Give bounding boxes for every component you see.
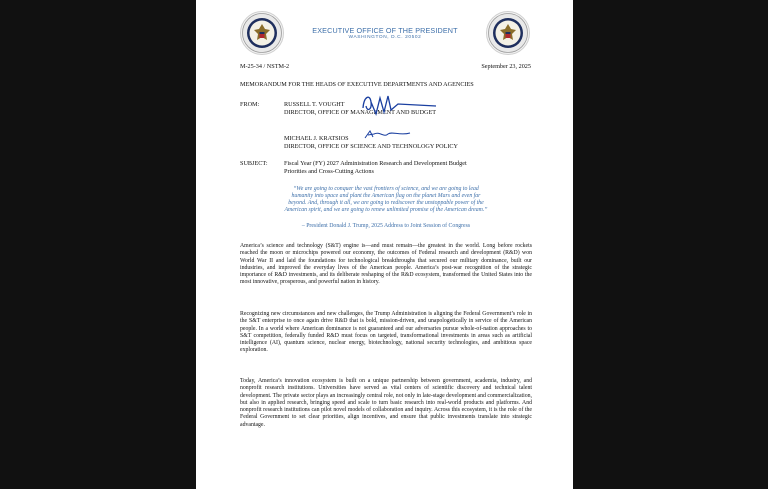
from-label: FROM: <box>240 101 260 108</box>
signature-kratsios <box>362 128 414 142</box>
memo-date: September 23, 2025 <box>481 63 531 70</box>
presidential-seal-icon <box>486 11 530 55</box>
quote-attribution: – President Donald J. Trump, 2025 Address to Joint Session of Congress <box>301 223 471 229</box>
subject-line: Priorities and Cross-Cutting Actions <box>284 168 374 175</box>
memo-number: M-25-34 / NSTM-2 <box>240 63 290 70</box>
sender-name: RUSSELL T. VOUGHT <box>284 101 345 108</box>
memo-page <box>196 0 573 489</box>
subject-label: SUBJECT: <box>240 160 268 167</box>
letterhead-title: EXECUTIVE OFFICE OF THE PRESIDENT <box>312 26 458 35</box>
body-paragraph: Today, America’s innovation ecosystem is built on a unique partnership between government, academia, industry, and nonprofit research institutions. Universities have served as vital centers of scientific discovery and technical talent development. The private sector plays an increasingly central role, not only in late-stage development and commercialization, but also in applied research, bringing speed and scale to turn basic research into real-world products and platforms. And nonprofit research institutions can pilot novel models of collaboration and inquiry. Across this ecosystem, it is the role of the Federal Government to set clear priorities, align incentives, and ensure that public investments translate into strategic advantage. <box>240 378 532 428</box>
quote-line: American spirit, and we are going to renew unlimited promise of the American dream.” <box>284 206 488 213</box>
presidential-seal-icon <box>240 11 284 55</box>
letterhead-address: WASHINGTON, D.C. 20502 <box>348 35 422 40</box>
body-paragraph: America’s science and technology (S&T) engine is—and must remain—the greatest in the world. Long before rockets reached the moon or microchips powered our economy, the outcomes of Federal research and development (R&D) won World War II and laid the foundations for technological breakthroughs that secured our military dominance, built our industries, and improved the everyday lives of the American people. America’s post-war recognition of the strategic importance of R&D investments, and its deliberate reshaping of the R&D ecosystem, transformed the United States into the most innovative, prosperous, and powerful nation in history. <box>240 243 532 286</box>
subject-line: Fiscal Year (FY) 2027 Administration Research and Development Budget <box>284 160 467 167</box>
sender-role: DIRECTOR, OFFICE OF MANAGEMENT AND BUDGET <box>284 109 437 116</box>
quote-line: beyond. And, through it all, we are going to rediscover the unstoppable power of the <box>288 199 484 206</box>
quote-line: humanity into space and plant the American flag on the planet Mars and even far <box>291 192 481 199</box>
memo-title: MEMORANDUM FOR THE HEADS OF EXECUTIVE DEPARTMENTS AND AGENCIES <box>240 81 474 88</box>
sender-name: MICHAEL J. KRATSIOS <box>284 135 349 142</box>
quote-line: “We are going to conquer the vast frontiers of science, and we are going to lead <box>293 186 479 192</box>
body-paragraph: Recognizing new circumstances and new challenges, the Trump Administration is aligning the Federal Government’s role in the S&T enterprise to once again drive R&D that is bold, mission-driven, and unapologetically in service of the American people. In a world where American dominance is not guaranteed and our adversaries pursue whole-of-nation approaches to S&T competition, federally funded R&D must focus on targeted, transformational investments in areas such as artificial intelligence (AI), quantum science, nuclear energy, biotechnology, national security technologies, and ambitious space exploration. <box>240 311 532 354</box>
signature-vought <box>358 90 448 120</box>
presidential-quote <box>252 186 520 214</box>
sender-role: DIRECTOR, OFFICE OF SCIENCE AND TECHNOLOGY POLICY <box>284 143 459 150</box>
